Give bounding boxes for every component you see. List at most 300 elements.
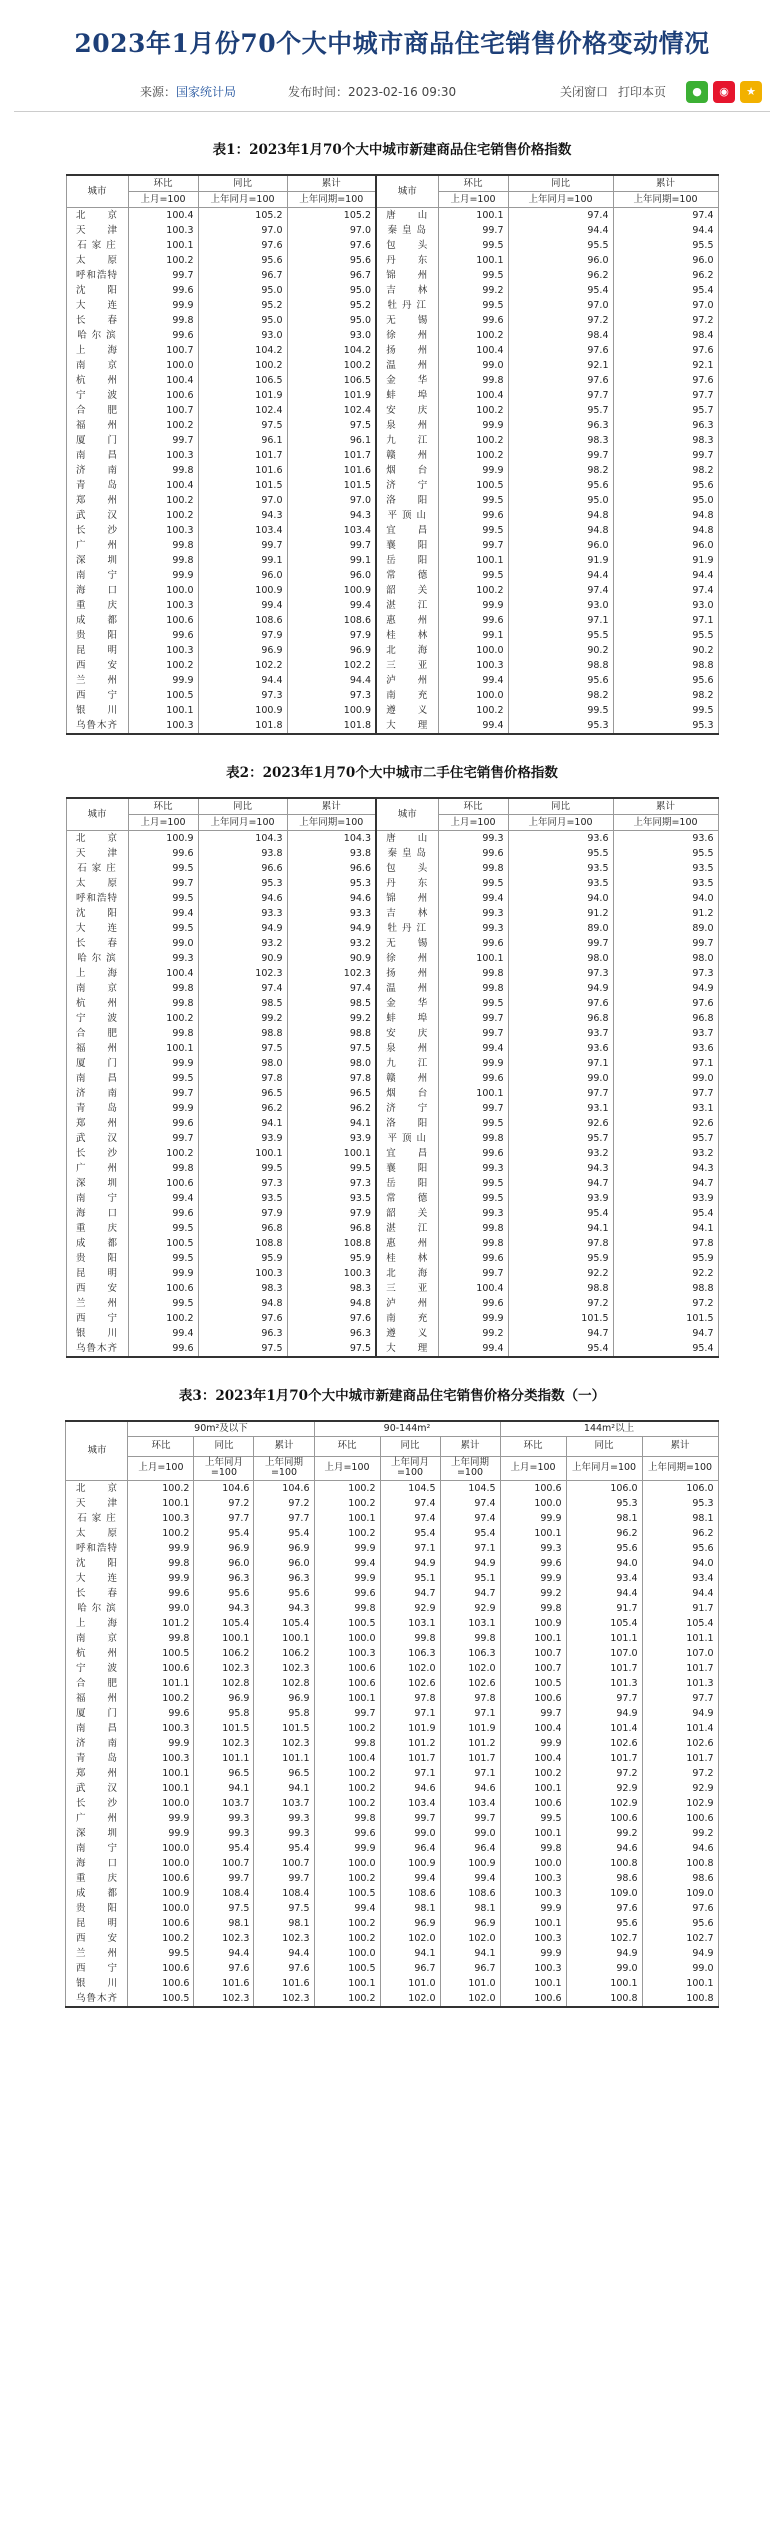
value-cell: 90.2 (613, 643, 718, 658)
city-cell: 合 肥 (66, 1676, 128, 1691)
qzone-icon[interactable]: ★ (740, 81, 762, 103)
table-row (66, 1676, 718, 1691)
value-cell: 98.2 (508, 463, 613, 478)
value-cell: 101.6 (287, 463, 376, 478)
value-cell: 95.3 (613, 718, 718, 734)
value-cell: 99.9 (128, 1541, 194, 1556)
value-cell: 96.0 (254, 1556, 314, 1571)
table3-body (66, 1480, 718, 2007)
city-cell: 韶 关 (376, 1206, 438, 1221)
city-cell: 西 宁 (66, 688, 128, 703)
value-cell: 100.6 (128, 1661, 194, 1676)
value-cell: 95.6 (613, 478, 718, 493)
value-cell: 97.0 (508, 298, 613, 313)
city-cell: 沈 阳 (66, 283, 128, 298)
value-cell: 106.5 (198, 373, 287, 388)
city-cell: 唐 山 (376, 831, 438, 847)
value-cell: 100.2 (128, 1146, 198, 1161)
value-cell: 100.2 (314, 1796, 380, 1811)
value-cell: 97.4 (508, 208, 613, 224)
value-cell: 99.3 (438, 831, 508, 847)
value-cell: 99.6 (438, 936, 508, 951)
value-cell: 95.5 (613, 238, 718, 253)
value-cell: 93.2 (198, 936, 287, 951)
value-cell: 97.8 (440, 1691, 500, 1706)
city-cell: 南 京 (66, 981, 128, 996)
city-cell: 南 充 (376, 688, 438, 703)
value-cell: 99.7 (380, 1811, 440, 1826)
table-row (66, 1236, 718, 1251)
city-cell: 乌鲁木齐 (66, 1341, 128, 1357)
col-sub-lj: 上年同期=100 (613, 192, 718, 208)
value-cell: 101.1 (254, 1751, 314, 1766)
value-cell: 96.8 (198, 1221, 287, 1236)
value-cell: 99.6 (128, 1341, 198, 1357)
value-cell: 100.1 (500, 1526, 566, 1541)
value-cell: 100.2 (128, 1931, 194, 1946)
value-cell: 99.2 (287, 1011, 376, 1026)
city-cell: 武 汉 (66, 508, 128, 523)
value-cell: 94.8 (287, 1296, 376, 1311)
value-cell: 95.8 (194, 1706, 254, 1721)
value-cell: 95.5 (613, 846, 718, 861)
page-title: 2023年1月份70个大中城市商品住宅销售价格变动情况 (74, 29, 710, 58)
value-cell: 100.1 (642, 1976, 718, 1991)
value-cell: 99.5 (438, 996, 508, 1011)
value-cell: 100.2 (314, 1916, 380, 1931)
value-cell: 98.5 (198, 996, 287, 1011)
table-row (66, 1841, 718, 1856)
value-cell: 102.0 (380, 1931, 440, 1946)
city-cell: 长 春 (66, 1586, 128, 1601)
value-cell: 99.5 (128, 1296, 198, 1311)
value-cell: 93.5 (287, 1191, 376, 1206)
value-cell: 100.0 (438, 688, 508, 703)
value-cell: 99.6 (128, 1586, 194, 1601)
table-row (66, 1586, 718, 1601)
city-cell: 徐 州 (376, 951, 438, 966)
value-cell: 93.6 (508, 1041, 613, 1056)
value-cell: 99.8 (128, 981, 198, 996)
value-cell: 95.5 (613, 628, 718, 643)
value-cell: 95.2 (287, 298, 376, 313)
value-cell: 100.1 (314, 1976, 380, 1991)
value-cell: 104.5 (440, 1480, 500, 1496)
col-lj: 累计 (613, 175, 718, 192)
value-cell: 97.0 (198, 223, 287, 238)
city-cell: 北 海 (376, 643, 438, 658)
value-cell: 94.3 (613, 1161, 718, 1176)
city-cell: 海 口 (66, 1206, 128, 1221)
value-cell: 97.6 (613, 996, 718, 1011)
value-cell: 99.8 (500, 1601, 566, 1616)
value-cell: 94.0 (566, 1556, 642, 1571)
table-row (66, 1511, 718, 1526)
value-cell: 101.4 (566, 1721, 642, 1736)
value-cell: 101.0 (380, 1976, 440, 1991)
value-cell: 99.9 (128, 1571, 194, 1586)
value-cell: 93.0 (508, 598, 613, 613)
value-cell: 109.0 (566, 1886, 642, 1901)
value-cell: 99.4 (438, 718, 508, 734)
value-cell: 97.1 (380, 1766, 440, 1781)
value-cell: 95.2 (198, 298, 287, 313)
value-cell: 98.8 (287, 1026, 376, 1041)
city-cell: 广 州 (66, 1161, 128, 1176)
value-cell: 95.5 (508, 238, 613, 253)
col-sub-lj: 上年同期=100 (254, 1456, 314, 1480)
value-cell: 97.4 (613, 583, 718, 598)
value-cell: 102.8 (194, 1676, 254, 1691)
table-row (66, 1901, 718, 1916)
value-cell: 98.0 (508, 951, 613, 966)
table-row (66, 1691, 718, 1706)
value-cell: 92.1 (508, 358, 613, 373)
value-cell: 94.4 (613, 223, 718, 238)
city-cell: 丹 东 (376, 253, 438, 268)
value-cell: 95.4 (380, 1526, 440, 1541)
value-cell: 102.3 (194, 1991, 254, 2007)
city-cell: 太 原 (66, 876, 128, 891)
value-cell: 106.0 (566, 1480, 642, 1496)
value-cell: 93.5 (508, 861, 613, 876)
value-cell: 101.3 (642, 1676, 718, 1691)
value-cell: 100.4 (128, 478, 198, 493)
table-row (66, 1631, 718, 1646)
value-cell: 99.7 (508, 936, 613, 951)
value-cell: 100.6 (314, 1661, 380, 1676)
value-cell: 99.9 (438, 1311, 508, 1326)
city-cell: 大 理 (376, 1341, 438, 1357)
table-row (66, 1946, 718, 1961)
value-cell: 99.7 (508, 448, 613, 463)
value-cell: 100.6 (642, 1811, 718, 1826)
value-cell: 94.1 (254, 1781, 314, 1796)
value-cell: 94.9 (642, 1706, 718, 1721)
value-cell: 99.8 (128, 553, 198, 568)
city-cell: 济 南 (66, 1736, 128, 1751)
table-row (66, 598, 718, 613)
table-row (66, 1041, 718, 1056)
city-cell: 洛 阳 (376, 1116, 438, 1131)
value-cell: 97.9 (287, 1206, 376, 1221)
value-cell: 97.6 (194, 1961, 254, 1976)
value-cell: 97.3 (287, 688, 376, 703)
col-tb: 同比 (508, 175, 613, 192)
city-cell: 北 京 (66, 1480, 128, 1496)
table-row (66, 403, 718, 418)
value-cell: 101.7 (380, 1751, 440, 1766)
value-cell: 94.9 (440, 1556, 500, 1571)
value-cell: 96.0 (508, 538, 613, 553)
city-cell: 长 春 (66, 313, 128, 328)
city-cell: 福 州 (66, 1041, 128, 1056)
table-row (66, 508, 718, 523)
value-cell: 95.4 (508, 1341, 613, 1357)
value-cell: 100.6 (128, 1871, 194, 1886)
value-cell: 103.1 (440, 1616, 500, 1631)
city-cell: 蚌 埠 (376, 1011, 438, 1026)
value-cell: 99.9 (128, 1101, 198, 1116)
value-cell: 98.2 (613, 688, 718, 703)
city-cell: 锦 州 (376, 891, 438, 906)
city-cell: 兰 州 (66, 1296, 128, 1311)
table-row (66, 493, 718, 508)
weibo-icon[interactable]: ◉ (713, 81, 735, 103)
table-row (66, 831, 718, 847)
value-cell: 97.7 (254, 1511, 314, 1526)
value-cell: 107.0 (642, 1646, 718, 1661)
col-lj: 累计 (642, 1436, 718, 1456)
city-cell: 成 都 (66, 613, 128, 628)
value-cell: 100.3 (128, 448, 198, 463)
value-cell: 97.7 (194, 1511, 254, 1526)
city-cell: 天 津 (66, 1496, 128, 1511)
table-row (66, 703, 718, 718)
value-cell: 100.8 (642, 1991, 718, 2007)
value-cell: 94.1 (194, 1781, 254, 1796)
city-cell: 郑 州 (66, 1766, 128, 1781)
value-cell: 91.7 (566, 1601, 642, 1616)
city-cell: 银 川 (66, 703, 128, 718)
time-label: 发布时间： (288, 85, 349, 99)
value-cell: 94.3 (194, 1601, 254, 1616)
value-cell: 94.0 (642, 1556, 718, 1571)
col-sub-tb: 上年同月=100 (508, 815, 613, 831)
value-cell: 101.7 (566, 1751, 642, 1766)
value-cell: 94.8 (198, 1296, 287, 1311)
value-cell: 99.4 (287, 598, 376, 613)
value-cell: 99.4 (198, 598, 287, 613)
value-cell: 95.9 (287, 1251, 376, 1266)
city-cell: 锦 州 (376, 268, 438, 283)
value-cell: 90.9 (198, 951, 287, 966)
table1-body (66, 208, 718, 735)
value-cell: 101.1 (128, 1676, 194, 1691)
value-cell: 99.5 (613, 703, 718, 718)
value-cell: 100.2 (128, 418, 198, 433)
value-cell: 95.0 (198, 283, 287, 298)
value-cell: 100.3 (438, 658, 508, 673)
value-cell: 100.1 (128, 1041, 198, 1056)
value-cell: 97.8 (508, 1236, 613, 1251)
value-cell: 100.6 (314, 1676, 380, 1691)
value-cell: 95.6 (254, 1586, 314, 1601)
value-cell: 95.6 (198, 253, 287, 268)
city-cell: 昆 明 (66, 1916, 128, 1931)
city-cell: 南 京 (66, 1631, 128, 1646)
value-cell: 93.5 (508, 876, 613, 891)
table-row (66, 1206, 718, 1221)
value-cell: 99.4 (314, 1556, 380, 1571)
value-cell: 105.4 (254, 1616, 314, 1631)
table-row (66, 1266, 718, 1281)
value-cell: 99.2 (438, 283, 508, 298)
city-cell: 西 安 (66, 1931, 128, 1946)
value-cell: 100.1 (314, 1691, 380, 1706)
city-cell: 大 理 (376, 718, 438, 734)
value-cell: 97.0 (287, 223, 376, 238)
value-cell: 100.2 (128, 508, 198, 523)
city-cell: 昆 明 (66, 643, 128, 658)
print-button[interactable]: 打印本页 (617, 85, 666, 99)
table-row (66, 1961, 718, 1976)
value-cell: 93.3 (198, 906, 287, 921)
value-cell: 99.2 (566, 1826, 642, 1841)
table-row (66, 906, 718, 921)
value-cell: 97.1 (380, 1541, 440, 1556)
city-cell: 厦 门 (66, 1056, 128, 1071)
value-cell: 101.1 (566, 1631, 642, 1646)
value-cell: 101.3 (566, 1676, 642, 1691)
value-cell: 99.8 (440, 1631, 500, 1646)
value-cell: 96.3 (198, 1326, 287, 1341)
city-cell: 赣 州 (376, 1071, 438, 1086)
city-cell: 泉 州 (376, 418, 438, 433)
value-cell: 95.3 (198, 876, 287, 891)
value-cell: 109.0 (642, 1886, 718, 1901)
value-cell: 99.6 (128, 283, 198, 298)
value-cell: 99.6 (438, 1071, 508, 1086)
value-cell: 99.0 (566, 1961, 642, 1976)
value-cell: 95.6 (642, 1541, 718, 1556)
city-cell: 乌鲁木齐 (66, 1991, 128, 2007)
value-cell: 100.3 (128, 1721, 194, 1736)
value-cell: 99.7 (128, 876, 198, 891)
close-window-button[interactable]: 关闭窗口 (559, 85, 608, 99)
city-cell: 牡 丹 江 (376, 298, 438, 313)
city-cell: 泸 州 (376, 673, 438, 688)
value-cell: 96.9 (194, 1541, 254, 1556)
value-cell: 102.3 (287, 966, 376, 981)
value-cell: 99.5 (128, 1946, 194, 1961)
value-cell: 99.8 (380, 1631, 440, 1646)
value-cell: 104.6 (194, 1480, 254, 1496)
table-row (66, 1781, 718, 1796)
city-cell: 杭 州 (66, 1646, 128, 1661)
table-row (66, 478, 718, 493)
value-cell: 97.2 (508, 313, 613, 328)
value-cell: 94.9 (508, 981, 613, 996)
city-cell: 西 安 (66, 1281, 128, 1296)
table-row (66, 1976, 718, 1991)
value-cell: 99.2 (438, 1326, 508, 1341)
value-cell: 101.2 (128, 1616, 194, 1631)
city-cell: 宁 波 (66, 1661, 128, 1676)
value-cell: 103.4 (380, 1796, 440, 1811)
value-cell: 92.9 (440, 1601, 500, 1616)
value-cell: 99.7 (128, 1131, 198, 1146)
value-cell: 107.0 (566, 1646, 642, 1661)
value-cell: 100.2 (314, 1871, 380, 1886)
city-cell: 包 头 (376, 238, 438, 253)
value-cell: 100.1 (128, 238, 198, 253)
city-cell: 广 州 (66, 1811, 128, 1826)
value-cell: 94.1 (287, 1116, 376, 1131)
value-cell: 93.9 (198, 1131, 287, 1146)
value-cell: 102.0 (440, 1661, 500, 1676)
value-cell: 100.1 (128, 1781, 194, 1796)
col-sub-lj: 上年同期=100 (642, 1456, 718, 1480)
value-cell: 97.3 (508, 966, 613, 981)
value-cell: 100.9 (500, 1616, 566, 1631)
value-cell: 92.9 (642, 1781, 718, 1796)
city-cell: 重 庆 (66, 598, 128, 613)
value-cell: 100.7 (194, 1856, 254, 1871)
value-cell: 100.2 (314, 1931, 380, 1946)
value-cell: 92.1 (613, 358, 718, 373)
value-cell: 99.7 (438, 1026, 508, 1041)
city-cell: 杭 州 (66, 373, 128, 388)
source-link[interactable]: 国家统计局 (176, 85, 237, 99)
value-cell: 100.6 (500, 1796, 566, 1811)
value-cell: 96.6 (198, 861, 287, 876)
value-cell: 98.1 (254, 1916, 314, 1931)
city-cell: 福 州 (66, 1691, 128, 1706)
table-row (66, 921, 718, 936)
value-cell: 98.1 (566, 1511, 642, 1526)
value-cell: 101.8 (287, 718, 376, 734)
table-row (66, 1526, 718, 1541)
value-cell: 100.1 (128, 1766, 194, 1781)
value-cell: 96.1 (287, 433, 376, 448)
value-cell: 98.8 (613, 1281, 718, 1296)
value-cell: 94.1 (508, 1221, 613, 1236)
value-cell: 100.8 (566, 1991, 642, 2007)
value-cell: 95.7 (613, 403, 718, 418)
value-cell: 99.0 (128, 936, 198, 951)
table-row (66, 1796, 718, 1811)
city-cell: 牡 丹 江 (376, 921, 438, 936)
table-row (66, 1191, 718, 1206)
value-cell: 93.6 (613, 831, 718, 847)
value-cell: 99.5 (128, 891, 198, 906)
value-cell: 106.2 (254, 1646, 314, 1661)
value-cell: 100.0 (128, 1856, 194, 1871)
value-cell: 100.0 (128, 583, 198, 598)
table-row (66, 463, 718, 478)
city-cell: 上 海 (66, 1616, 128, 1631)
city-cell: 海 口 (66, 1856, 128, 1871)
col-sub-tb: 上年同月=100 (566, 1456, 642, 1480)
value-cell: 93.1 (613, 1101, 718, 1116)
value-cell: 99.9 (438, 1056, 508, 1071)
value-cell: 100.4 (128, 373, 198, 388)
table-row (66, 298, 718, 313)
city-cell: 平 顶 山 (376, 508, 438, 523)
value-cell: 94.8 (508, 508, 613, 523)
city-cell: 福 州 (66, 418, 128, 433)
value-cell: 99.8 (128, 1161, 198, 1176)
value-cell: 98.5 (287, 996, 376, 1011)
wechat-icon[interactable]: ● (686, 81, 708, 103)
value-cell: 100.3 (128, 223, 198, 238)
value-cell: 99.6 (128, 1116, 198, 1131)
value-cell: 99.7 (500, 1706, 566, 1721)
value-cell: 97.1 (613, 1056, 718, 1071)
value-cell: 97.4 (440, 1511, 500, 1526)
value-cell: 93.4 (566, 1571, 642, 1586)
value-cell: 96.2 (198, 1101, 287, 1116)
table-row (66, 891, 718, 906)
city-cell: 徐 州 (376, 328, 438, 343)
table-row (66, 328, 718, 343)
value-cell: 100.2 (500, 1766, 566, 1781)
value-cell: 99.5 (438, 523, 508, 538)
city-cell: 无 锡 (376, 936, 438, 951)
value-cell: 100.3 (500, 1931, 566, 1946)
value-cell: 94.4 (566, 1586, 642, 1601)
